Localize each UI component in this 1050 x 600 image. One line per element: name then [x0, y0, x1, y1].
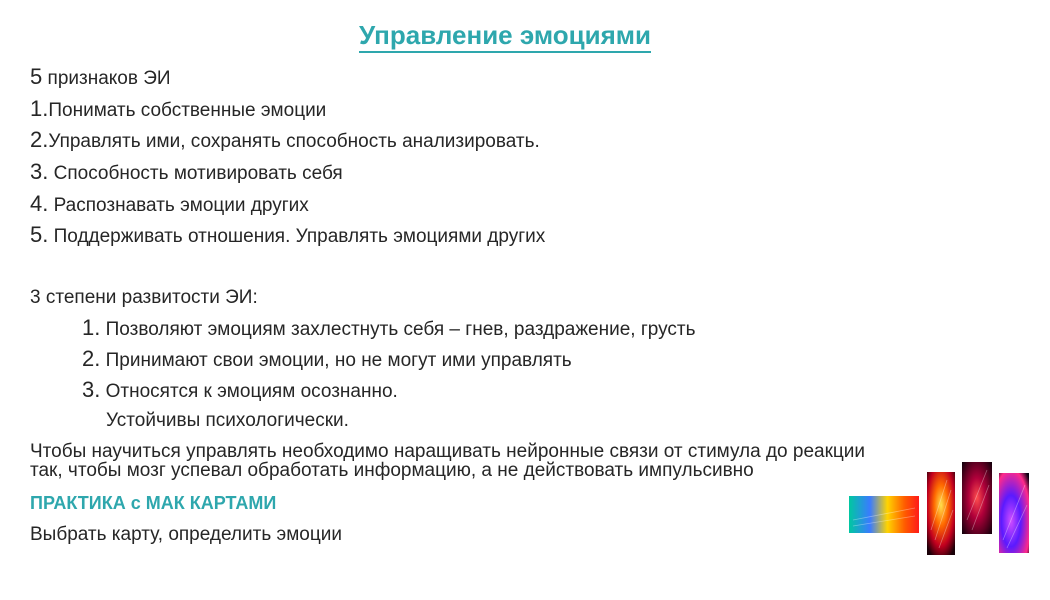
degrees-header: 3 степени развитости ЭИ: — [30, 287, 258, 308]
paragraph-line-1: Чтобы научиться управлять необходимо наращивать нейронные связи от стимула до реакции — [30, 441, 866, 462]
signs-header-number: 5 — [30, 64, 43, 89]
signs-header — [30, 65, 171, 91]
sign-text: Распознавать эмоции других — [48, 195, 309, 216]
sign-text: Способность мотивировать себя — [48, 163, 343, 184]
practice-heading: ПРАКТИКА с МАК КАРТАМИ — [30, 493, 277, 513]
degree-item — [82, 347, 572, 373]
sign-item — [30, 192, 309, 218]
sign-number: 2. — [30, 127, 49, 152]
sign-number: 4. — [30, 191, 49, 216]
degree-continuation: Устойчивы психологически. — [106, 410, 349, 431]
sign-item — [30, 128, 540, 154]
sign-number: 3. — [30, 159, 49, 184]
paragraph-line-2: так, чтобы мозг успевал обработать информацию, а не действовать импульсивно — [30, 460, 754, 481]
degree-number: 3. — [82, 377, 101, 402]
sign-item — [30, 160, 343, 186]
degree-text: Позволяют эмоциям захлестнуть себя – гнев, раздражение, грусть — [100, 319, 696, 340]
sign-item — [30, 97, 326, 123]
sign-text: Понимать собственные эмоции — [48, 100, 327, 121]
sign-number: 5. — [30, 222, 49, 247]
degree-text: Относятся к эмоциям осознанно. — [100, 381, 398, 402]
art-panel-3 — [962, 462, 992, 534]
sign-number: 1. — [30, 96, 49, 121]
degree-number: 1. — [82, 315, 101, 340]
degree-text: Принимают свои эмоции, но не могут ими управлять — [100, 350, 572, 371]
degree-item — [82, 316, 696, 342]
abstract-art-image — [847, 460, 1032, 555]
practice-task: Выбрать карту, определить эмоции — [30, 524, 342, 545]
sign-text: Поддерживать отношения. Управлять эмоциями других — [48, 226, 546, 247]
sign-item — [30, 223, 545, 249]
slide-title — [0, 20, 1010, 53]
art-panel-1 — [849, 496, 919, 533]
degree-item — [82, 378, 398, 404]
degree-number: 2. — [82, 346, 101, 371]
slide-title-text: Управление эмоциями — [359, 20, 651, 53]
sign-text: Управлять ими, сохранять способность анализировать. — [48, 131, 540, 152]
signs-header-text: признаков ЭИ — [42, 68, 171, 89]
